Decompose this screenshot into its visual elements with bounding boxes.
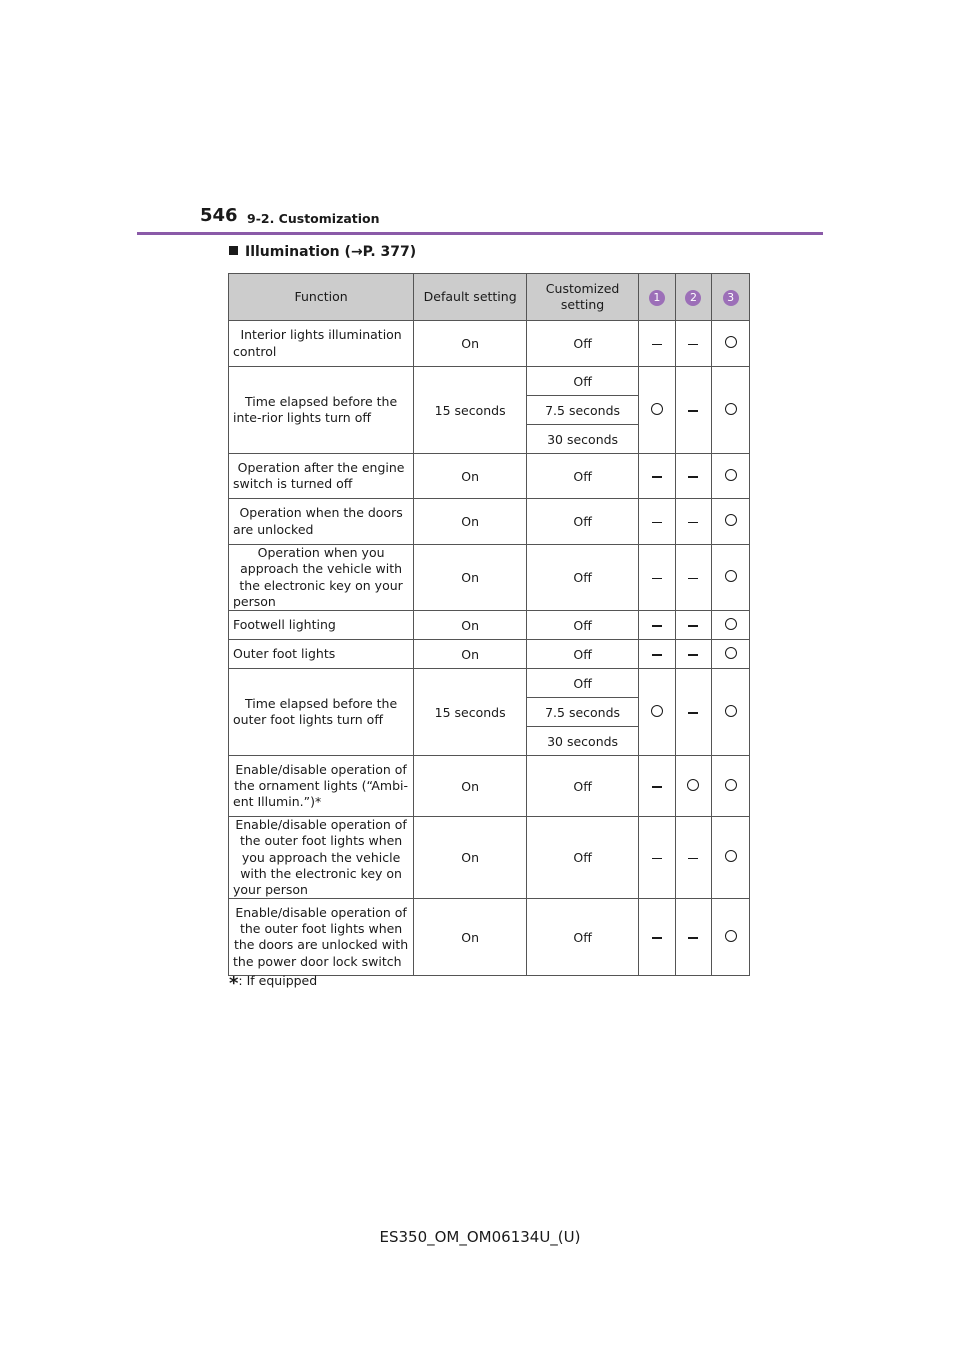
column-1-cell: [639, 611, 676, 640]
column-2-cell: [675, 367, 712, 454]
table-row: [229, 321, 750, 367]
column-3-cell: [712, 640, 750, 669]
customized-setting-cell: Off: [527, 611, 639, 640]
sub-heading-suffix: ): [409, 244, 417, 260]
circle-icon: [725, 514, 737, 526]
column-1-cell: [639, 817, 676, 899]
column-1-header: [639, 274, 676, 321]
circle-icon: [725, 618, 737, 630]
table-row: [229, 545, 750, 611]
default-setting-cell: On: [414, 899, 527, 976]
column-2-cell: [675, 669, 712, 756]
column-2-cell: [675, 817, 712, 899]
column-1-cell: [639, 640, 676, 669]
circle-icon: [725, 850, 737, 862]
function-cell: Operation when you approach the vehicle with the electronic key on your person: [229, 545, 414, 611]
function-cell: Outer foot lights: [229, 640, 414, 669]
default-setting-cell: On: [414, 454, 527, 499]
column-2-cell: [675, 545, 712, 611]
column-3-cell: [712, 367, 750, 454]
default-setting-cell: On: [414, 817, 527, 899]
dash-icon: [688, 410, 698, 412]
customized-option-cell: 30 seconds: [527, 727, 639, 756]
dash-icon: [652, 858, 662, 860]
table-row: [229, 899, 750, 976]
column-2-cell: [675, 640, 712, 669]
customized-setting-cell: Off: [527, 454, 639, 499]
customized-option-cell: 30 seconds: [527, 425, 639, 454]
table-header-row: [229, 274, 750, 321]
default-setting-cell: On: [414, 640, 527, 669]
dash-icon: [652, 578, 662, 580]
column-3-cell: [712, 611, 750, 640]
customized-setting-cell: Off: [527, 499, 639, 545]
column-1-cell: [639, 321, 676, 367]
circle-icon: [725, 403, 737, 415]
dash-icon: [688, 712, 698, 714]
dash-icon: [688, 344, 698, 346]
function-cell: Time elapsed before the outer foot lights turn off: [229, 669, 414, 756]
column-1-cell: [639, 454, 676, 499]
customized-option-cell: Off: [527, 367, 639, 396]
customized-option-cell: 7.5 seconds: [527, 698, 639, 727]
customized-setting-cell: Off: [527, 545, 639, 611]
circle-icon: [687, 779, 699, 791]
dash-icon: [688, 654, 698, 656]
column-1-cell: [639, 545, 676, 611]
circle-icon: [651, 403, 663, 415]
dash-icon: [652, 476, 662, 478]
page-number: 546: [200, 205, 238, 226]
dash-icon: [688, 937, 698, 939]
function-cell: Interior lights illumination control: [229, 321, 414, 367]
dash-icon: [652, 522, 662, 524]
column-2-cell: [675, 611, 712, 640]
function-cell: Time elapsed before the inte-rior lights turn off: [229, 367, 414, 454]
column-3-cell: [712, 669, 750, 756]
column-3-cell: [712, 545, 750, 611]
dash-icon: [652, 344, 662, 346]
table-row: [229, 756, 750, 817]
dash-icon: [688, 476, 698, 478]
column-1-cell: [639, 756, 676, 817]
column-3-cell: [712, 454, 750, 499]
function-cell: Enable/disable operation of the ornament lights (“Ambi-ent Illumin.”)*: [229, 756, 414, 817]
circle-icon: [725, 647, 737, 659]
circle-icon: [725, 705, 737, 717]
column-1-cell: [639, 499, 676, 545]
document-code: ES350_OM_OM06134U_(U): [379, 1228, 581, 1246]
column-2-cell: [675, 321, 712, 367]
function-cell: Operation after the engine switch is turned off: [229, 454, 414, 499]
default-setting-cell: 15 seconds: [414, 669, 527, 756]
default-setting-cell: 15 seconds: [414, 367, 527, 454]
column-2-cell: [675, 454, 712, 499]
customized-setting-cell: Off: [527, 817, 639, 899]
function-cell: Enable/disable operation of the outer foot lights when the doors are unlocked with the power door lock switch: [229, 899, 414, 976]
circle-icon: [651, 705, 663, 717]
customized-setting-cell: Off: [527, 899, 639, 976]
column-3-cell: [712, 899, 750, 976]
function-cell: Operation when the doors are unlocked: [229, 499, 414, 545]
number-1-icon: 1: [649, 290, 665, 306]
circle-icon: [725, 469, 737, 481]
column-3-cell: [712, 499, 750, 545]
table-row: [229, 611, 750, 640]
default-setting-cell: On: [414, 611, 527, 640]
column-2-cell: [675, 756, 712, 817]
sub-heading: [229, 244, 416, 260]
page-reference-link[interactable]: →P. 377: [350, 244, 410, 260]
header-rule: [137, 232, 823, 235]
column-2-cell: [675, 899, 712, 976]
default-setting-cell: On: [414, 545, 527, 611]
column-3-cell: [712, 321, 750, 367]
number-2-icon: 2: [685, 290, 701, 306]
customized-setting-cell: Off: [527, 756, 639, 817]
dash-icon: [652, 625, 662, 627]
column-2-header: [675, 274, 712, 321]
column-3-header: [712, 274, 750, 321]
column-2-cell: [675, 499, 712, 545]
dash-icon: [688, 522, 698, 524]
table-row: [229, 669, 750, 698]
default-setting-cell: On: [414, 756, 527, 817]
dash-icon: [688, 858, 698, 860]
default-setting-header: Default setting: [414, 274, 527, 321]
footnote-text: : If equipped: [238, 973, 318, 988]
circle-icon: [725, 930, 737, 942]
default-setting-cell: On: [414, 321, 527, 367]
table-row: [229, 640, 750, 669]
circle-icon: [725, 570, 737, 582]
dash-icon: [652, 654, 662, 656]
customized-setting-cell: Off: [527, 321, 639, 367]
table-row: [229, 817, 750, 899]
function-cell: Footwell lighting: [229, 611, 414, 640]
circle-icon: [725, 779, 737, 791]
dash-icon: [688, 625, 698, 627]
number-3-icon: 3: [723, 290, 739, 306]
function-cell: Enable/disable operation of the outer foot lights when you approach the vehicle with the electronic key on your person: [229, 817, 414, 899]
sub-heading-prefix: Illumination (: [245, 244, 351, 260]
dash-icon: [652, 937, 662, 939]
default-setting-cell: On: [414, 499, 527, 545]
table-row: [229, 454, 750, 499]
dash-icon: [652, 786, 662, 788]
table-body: [229, 321, 750, 976]
customized-setting-cell: Off: [527, 640, 639, 669]
customized-option-cell: 7.5 seconds: [527, 396, 639, 425]
customized-setting-header: Customized setting: [527, 274, 639, 321]
footnote-marker: *: [229, 973, 239, 994]
table-row: [229, 499, 750, 545]
column-1-cell: [639, 899, 676, 976]
column-3-cell: [712, 817, 750, 899]
table-row: [229, 367, 750, 396]
column-1-cell: [639, 367, 676, 454]
section-title: 9-2. Customization: [247, 211, 380, 226]
circle-icon: [725, 336, 737, 348]
footnote: [229, 973, 317, 994]
column-3-cell: [712, 756, 750, 817]
function-header: Function: [229, 274, 414, 321]
illumination-settings-table: [228, 273, 750, 976]
customized-option-cell: Off: [527, 669, 639, 698]
dash-icon: [688, 578, 698, 580]
column-1-cell: [639, 669, 676, 756]
square-bullet-icon: [229, 246, 238, 255]
